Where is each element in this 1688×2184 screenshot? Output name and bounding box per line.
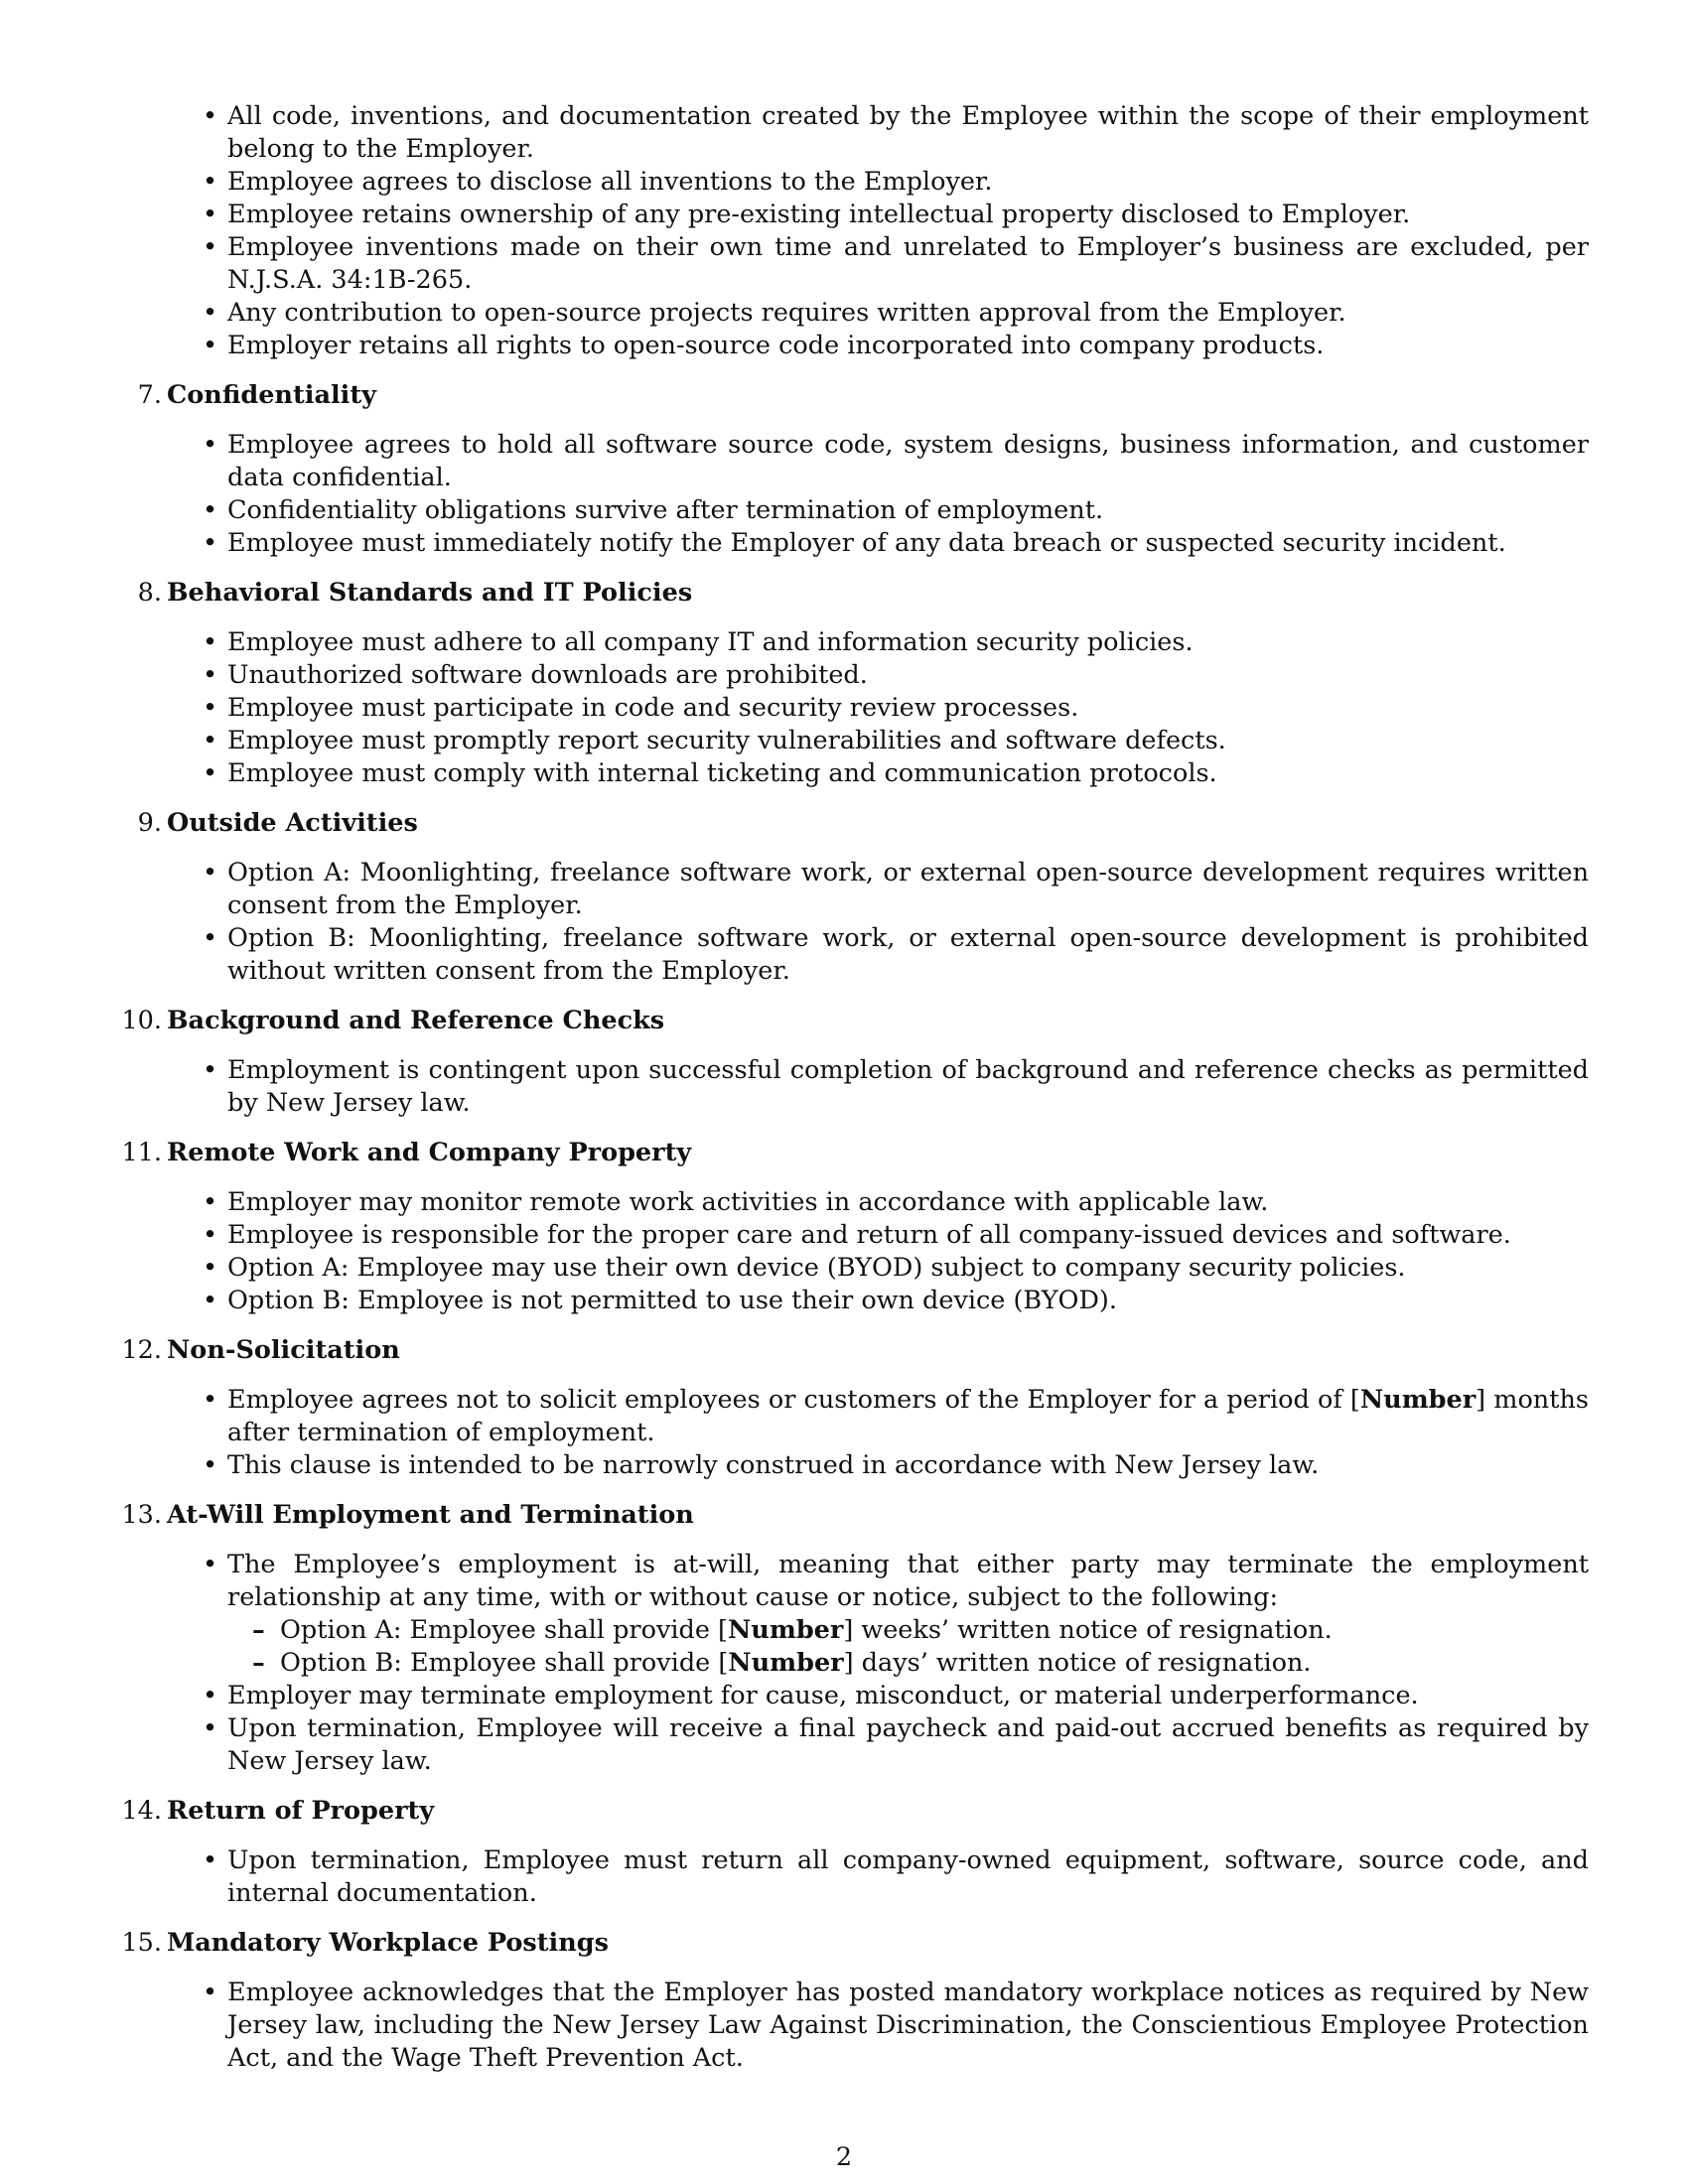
section-number: 8. — [137, 578, 162, 608]
bullet-item: • Employer may terminate employment for cause, misconduct, or material underperformance. — [167, 1680, 1589, 1712]
section — [121, 1927, 1589, 2075]
section-heading — [137, 577, 1589, 610]
section-bullet-list — [167, 1844, 1589, 1910]
bullet-item: • Option B: Employee is not permitted to use their own device (BYOD). — [167, 1285, 1589, 1317]
section-heading — [121, 1499, 1589, 1532]
placeholder-number: Number — [1359, 1385, 1477, 1415]
section — [137, 807, 1589, 988]
section-number: 12. — [121, 1335, 162, 1365]
bullet-item: • Option A: Employee may use their own device (BYOD) subject to company security policies. — [167, 1252, 1589, 1285]
section — [137, 379, 1589, 560]
bullet-item: • Any contribution to open-source projects requires written approval from the Employer. — [167, 297, 1589, 330]
bullet-item: • Employer retains all rights to open-source code incorporated into company products. — [167, 330, 1589, 362]
section-heading — [121, 1005, 1589, 1037]
section-title: Mandatory Workplace Postings — [167, 1928, 609, 1958]
placeholder-number: Number — [728, 1648, 844, 1678]
section — [121, 1005, 1589, 1120]
bullet-item: • Employee acknowledges that the Employer has posted mandatory workplace notices as required by New Jersey law, including the New Jersey Law Against Discrimination, the Conscientious Employee Protection Act, and the Wage Theft Prevention Act. — [167, 1977, 1589, 2075]
section-bullet-list — [167, 1549, 1589, 1778]
section-heading — [137, 379, 1589, 412]
bullet-item: • Upon termination, Employee must return all company-owned equipment, software, source code, and internal documentation. — [167, 1844, 1589, 1910]
section — [121, 1795, 1589, 1910]
section-number: 15. — [121, 1928, 162, 1958]
bullet-item — [167, 1549, 1589, 1680]
bullet-item: • Employee must immediately notify the Employer of any data breach or suspected security incident. — [167, 527, 1589, 560]
bullet-item: • Option A: Moonlighting, freelance software work, or external open-source development requires written consent from the Employer. — [167, 857, 1589, 922]
bullet-item: • Employment is contingent upon successful completion of background and reference checks as permitted by New Jersey law. — [167, 1054, 1589, 1120]
section-title: Background and Reference Checks — [167, 1006, 665, 1035]
section-bullet-list — [167, 1384, 1589, 1482]
section-title: Behavioral Standards and IT Policies — [167, 578, 693, 608]
section-bullet-list — [167, 626, 1589, 790]
section-bullet-list — [167, 1186, 1589, 1317]
bullet-item: • Employee must promptly report security vulnerabilities and software defects. — [167, 725, 1589, 757]
section-bullet-list — [167, 1977, 1589, 2075]
sub-bullet-item: – Option A: Employee shall provide [Number] weeks’ written notice of resignation. — [227, 1614, 1589, 1647]
section-heading — [121, 1795, 1589, 1828]
section-heading — [121, 1137, 1589, 1169]
bullet-item: • Employee must comply with internal ticketing and communication protocols. — [167, 757, 1589, 790]
bullet-item: • Option B: Moonlighting, freelance software work, or external open-source development is prohibited without written consent from the Employer. — [167, 922, 1589, 988]
section-title: Outside Activities — [167, 808, 418, 838]
section — [121, 1499, 1589, 1778]
section-heading — [121, 1334, 1589, 1367]
section — [121, 1334, 1589, 1482]
section-number: 7. — [137, 380, 162, 410]
section-number: 10. — [121, 1006, 162, 1035]
section-heading — [121, 1927, 1589, 1960]
section-title: Return of Property — [167, 1796, 435, 1826]
section — [137, 577, 1589, 790]
sub-bullet-list — [227, 1614, 1589, 1680]
bullet-item: • Unauthorized software downloads are prohibited. — [167, 659, 1589, 692]
bullet-item: • Employee inventions made on their own time and unrelated to Employer’s business are excluded, per N.J.S.A. 34:1B-265. — [167, 231, 1589, 297]
page-number: 2 — [835, 2142, 853, 2172]
bullet-item: • Confidentiality obligations survive after termination of employment. — [167, 494, 1589, 527]
intro-bullet-list — [167, 100, 1589, 362]
section-title: At-Will Employment and Termination — [167, 1500, 694, 1530]
section-heading — [137, 807, 1589, 840]
section-number: 14. — [121, 1796, 162, 1826]
bullet-item: • Employee retains ownership of any pre-existing intellectual property disclosed to Employer. — [167, 199, 1589, 231]
bullet-item: • Employee must participate in code and security review processes. — [167, 692, 1589, 725]
bullet-text: The Employee’s employment is at-will, meaning that either party may terminate the employment relationship at any time, with or without cause or notice, subject to the following: — [227, 1550, 1589, 1612]
section-title: Confidentiality — [167, 380, 376, 410]
section-number: 9. — [137, 808, 162, 838]
section-number: 13. — [121, 1500, 162, 1530]
section-bullet-list — [167, 1054, 1589, 1120]
document-body — [121, 100, 1589, 2075]
bullet-item: • Employer may monitor remote work activities in accordance with applicable law. — [167, 1186, 1589, 1219]
bullet-item: • Upon termination, Employee will receive a final paycheck and paid-out accrued benefits as required by New Jersey law. — [167, 1712, 1589, 1778]
bullet-item: • All code, inventions, and documentation created by the Employee within the scope of their employment belong to the Employer. — [167, 100, 1589, 166]
bullet-item: • Employee must adhere to all company IT and information security policies. — [167, 626, 1589, 659]
placeholder-number: Number — [727, 1615, 844, 1645]
section-number: 11. — [121, 1138, 162, 1167]
sub-bullet-item: – Option B: Employee shall provide [Number] days’ written notice of resignation. — [227, 1647, 1589, 1680]
bullet-item: • Employee agrees not to solicit employees or customers of the Employer for a period of [Number] months after termination of employment. — [167, 1384, 1589, 1449]
section-title: Remote Work and Company Property — [167, 1138, 692, 1167]
bullet-item: • Employee agrees to disclose all inventions to the Employer. — [167, 166, 1589, 199]
bullet-item: • This clause is intended to be narrowly construed in accordance with New Jersey law. — [167, 1449, 1589, 1482]
sections-container — [121, 379, 1589, 2075]
section-bullet-list — [167, 857, 1589, 988]
bullet-item: • Employee is responsible for the proper care and return of all company-issued devices and software. — [167, 1219, 1589, 1252]
bullet-item: • Employee agrees to hold all software source code, system designs, business information, and customer data confidential. — [167, 429, 1589, 494]
section — [121, 1137, 1589, 1317]
section-title: Non-Solicitation — [167, 1335, 400, 1365]
section-bullet-list — [167, 429, 1589, 560]
